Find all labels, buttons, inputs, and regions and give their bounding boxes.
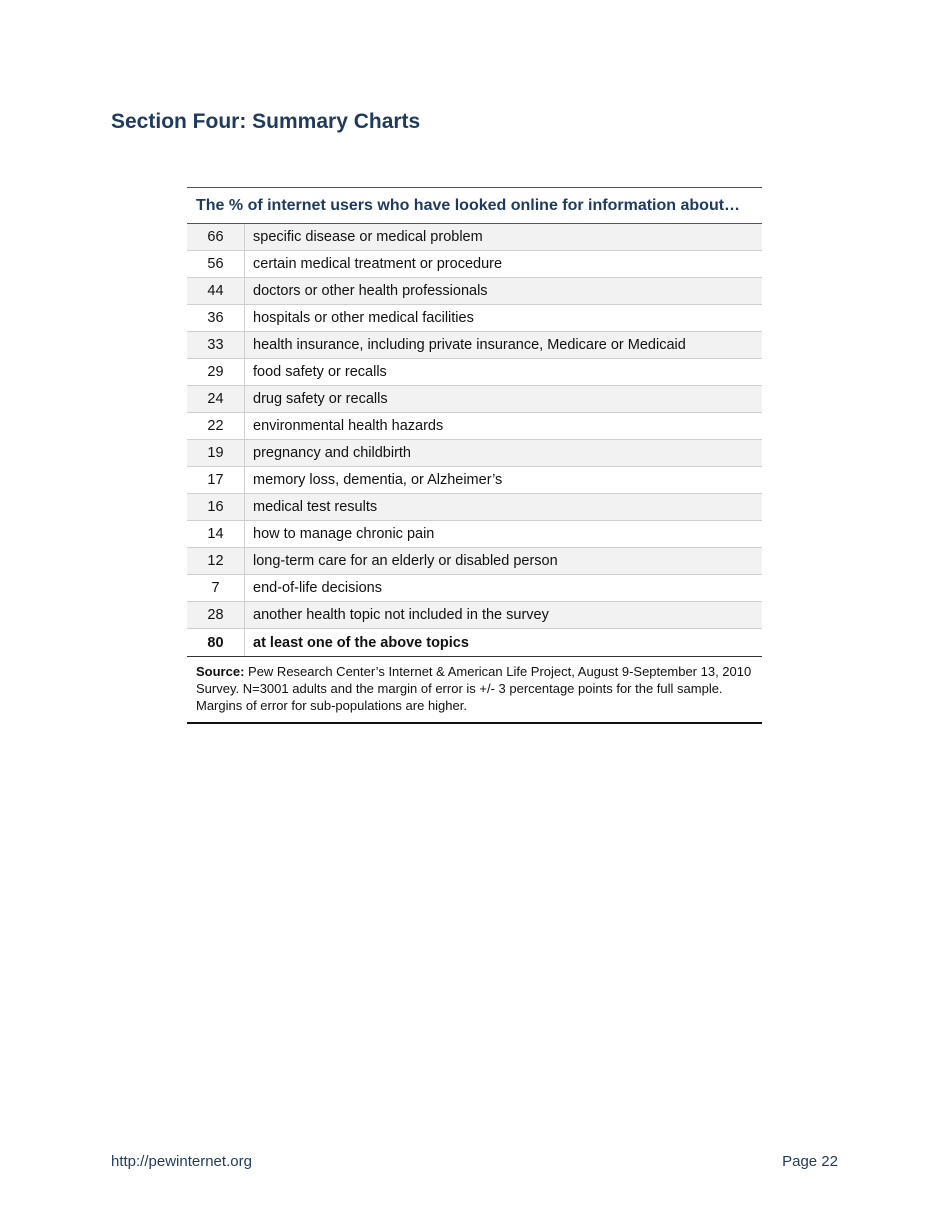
section-title: Section Four: Summary Charts xyxy=(111,110,421,133)
row-value: 36 xyxy=(187,305,245,332)
table-row xyxy=(187,494,762,521)
row-label: end-of-life decisions xyxy=(245,575,763,602)
table-row xyxy=(187,602,762,629)
table-row xyxy=(187,521,762,548)
row-value: 44 xyxy=(187,278,245,305)
table-row xyxy=(187,278,762,305)
source-label: Source: xyxy=(196,664,245,679)
row-label: environmental health hazards xyxy=(245,413,763,440)
footer-url[interactable]: http://pewinternet.org xyxy=(111,1153,252,1170)
page-number: Page 22 xyxy=(782,1153,838,1170)
table-row xyxy=(187,224,762,251)
table-row xyxy=(187,413,762,440)
row-value: 12 xyxy=(187,548,245,575)
row-label: another health topic not included in the survey xyxy=(245,602,763,629)
table-row xyxy=(187,440,762,467)
row-value: 56 xyxy=(187,251,245,278)
total-row xyxy=(187,629,762,657)
source-note xyxy=(187,657,762,722)
source-text: Pew Research Center’s Internet & American Life Project, August 9-September 13, 2010 Survey. N=3001 adults and the margin of error is +/- 3 percentage points for the full sample. Margins of error for sub-populations are higher. xyxy=(196,664,752,713)
table-row xyxy=(187,467,762,494)
row-value: 7 xyxy=(187,575,245,602)
row-value: 19 xyxy=(187,440,245,467)
row-label: memory loss, dementia, or Alzheimer’s xyxy=(245,467,763,494)
row-label: medical test results xyxy=(245,494,763,521)
row-value: 24 xyxy=(187,386,245,413)
row-label: how to manage chronic pain xyxy=(245,521,763,548)
row-label: specific disease or medical problem xyxy=(245,224,763,251)
table-row xyxy=(187,575,762,602)
total-value: 80 xyxy=(187,629,245,657)
table-row xyxy=(187,305,762,332)
row-value: 17 xyxy=(187,467,245,494)
table-row xyxy=(187,359,762,386)
row-value: 66 xyxy=(187,224,245,251)
row-value: 29 xyxy=(187,359,245,386)
row-value: 28 xyxy=(187,602,245,629)
row-label: long-term care for an elderly or disabled person xyxy=(245,548,763,575)
table-row xyxy=(187,548,762,575)
summary-table xyxy=(187,187,762,724)
table-row xyxy=(187,251,762,278)
row-value: 14 xyxy=(187,521,245,548)
row-label: pregnancy and childbirth xyxy=(245,440,763,467)
row-label: food safety or recalls xyxy=(245,359,763,386)
table-row xyxy=(187,332,762,359)
table-row xyxy=(187,386,762,413)
row-value: 22 xyxy=(187,413,245,440)
total-label: at least one of the above topics xyxy=(245,629,763,657)
table-header: The % of internet users who have looked online for information about… xyxy=(187,188,762,224)
row-label: hospitals or other medical facilities xyxy=(245,305,763,332)
row-value: 33 xyxy=(187,332,245,359)
row-label: drug safety or recalls xyxy=(245,386,763,413)
data-table xyxy=(187,224,762,657)
row-label: certain medical treatment or procedure xyxy=(245,251,763,278)
row-label: health insurance, including private insurance, Medicare or Medicaid xyxy=(245,332,763,359)
row-label: doctors or other health professionals xyxy=(245,278,763,305)
row-value: 16 xyxy=(187,494,245,521)
